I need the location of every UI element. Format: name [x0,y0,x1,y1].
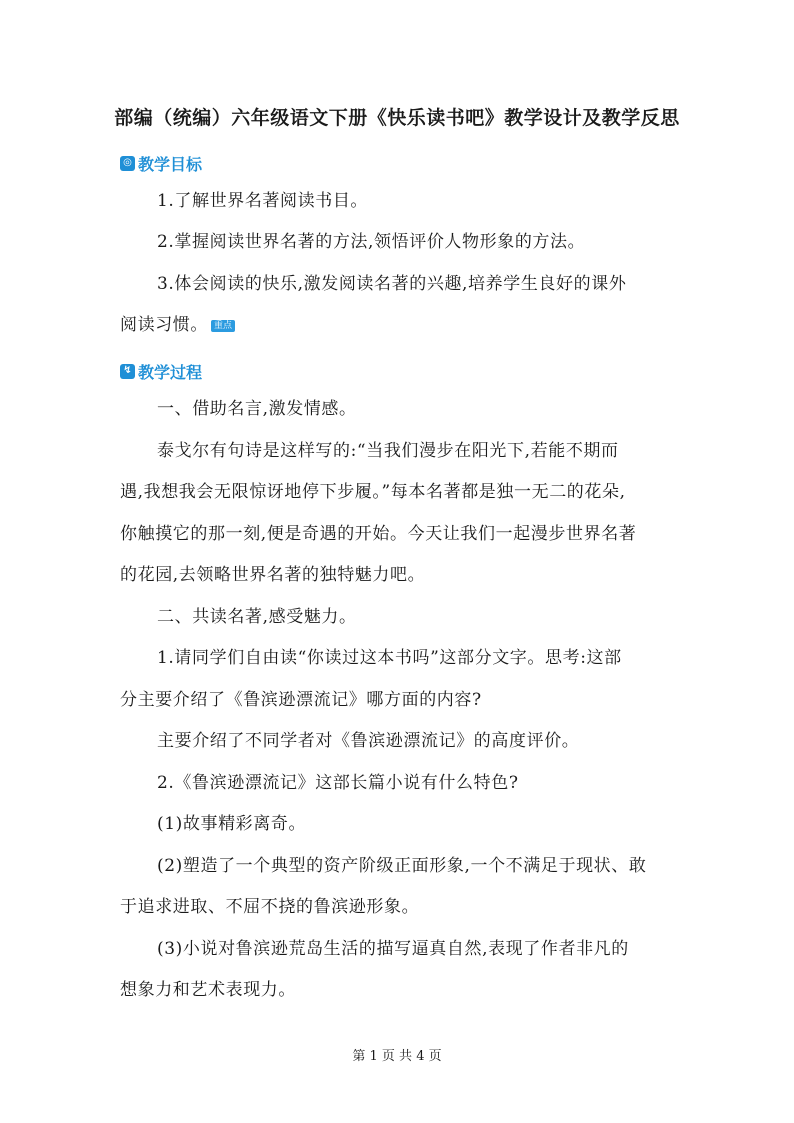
section-label: 教学目标 [138,154,203,174]
section-heading-process [120,360,202,382]
paragraph-line: 1.请同学们自由读“你读过这本书吗”这部分文字。思考:这部 [157,648,622,668]
goal-item-continued [120,313,235,337]
paragraph-line: 2.《鲁滨逊漂流记》这部长篇小说有什么特色? [157,773,519,793]
paragraph-line: (2)塑造了一个典型的资产阶级正面形象,一个不满足于现状、敢 [157,856,647,876]
paragraph-line: 的花园,去领略世界名著的独特魅力吧。 [120,565,426,585]
target-icon: ◎ [120,156,135,171]
goal-text: 阅读习惯。 [120,315,208,335]
process-heading: 二、共读名著,感受魅力。 [157,607,357,627]
paragraph-line: 于追求进取、不屈不挠的鲁滨逊形象。 [120,897,420,917]
page-footer: 第 1 页 共 4 页 [352,1049,442,1064]
paragraph-line: 分主要介绍了《鲁滨逊漂流记》哪方面的内容? [120,690,482,710]
paragraph-line: 遇,我想我会无限惊讶地停下步履。”每本名著都是独一无二的花朵, [120,482,626,502]
paragraph-line: (1)故事精彩离奇。 [157,814,307,834]
goal-item: 1.了解世界名著阅读书目。 [157,191,369,211]
goal-item: 3.体会阅读的快乐,激发阅读名著的兴趣,培养学生良好的课外 [157,274,627,294]
paragraph-line: 你触摸它的那一刻,便是奇遇的开始。今天让我们一起漫步世界名著 [120,524,637,544]
document-title: 部编（统编）六年级语文下册《快乐读书吧》教学设计及教学反思 [114,107,680,129]
section-heading-goals [120,152,202,174]
paragraph-line: 主要介绍了不同学者对《鲁滨逊漂流记》的高度评价。 [157,731,580,751]
key-point-badge: 重点 [211,320,235,332]
process-heading: 一、借助名言,激发情感。 [157,399,357,419]
paragraph-line: (3)小说对鲁滨逊荒岛生活的描写逼真自然,表现了作者非凡的 [157,939,629,959]
section-label: 教学过程 [138,362,203,382]
goal-item: 2.掌握阅读世界名著的方法,领悟评价人物形象的方法。 [157,232,586,252]
paragraph-line: 想象力和艺术表现力。 [120,980,296,1000]
process-icon: ↯ [120,364,135,379]
paragraph-line: 泰戈尔有句诗是这样写的:“当我们漫步在阳光下,若能不期而 [157,441,619,461]
